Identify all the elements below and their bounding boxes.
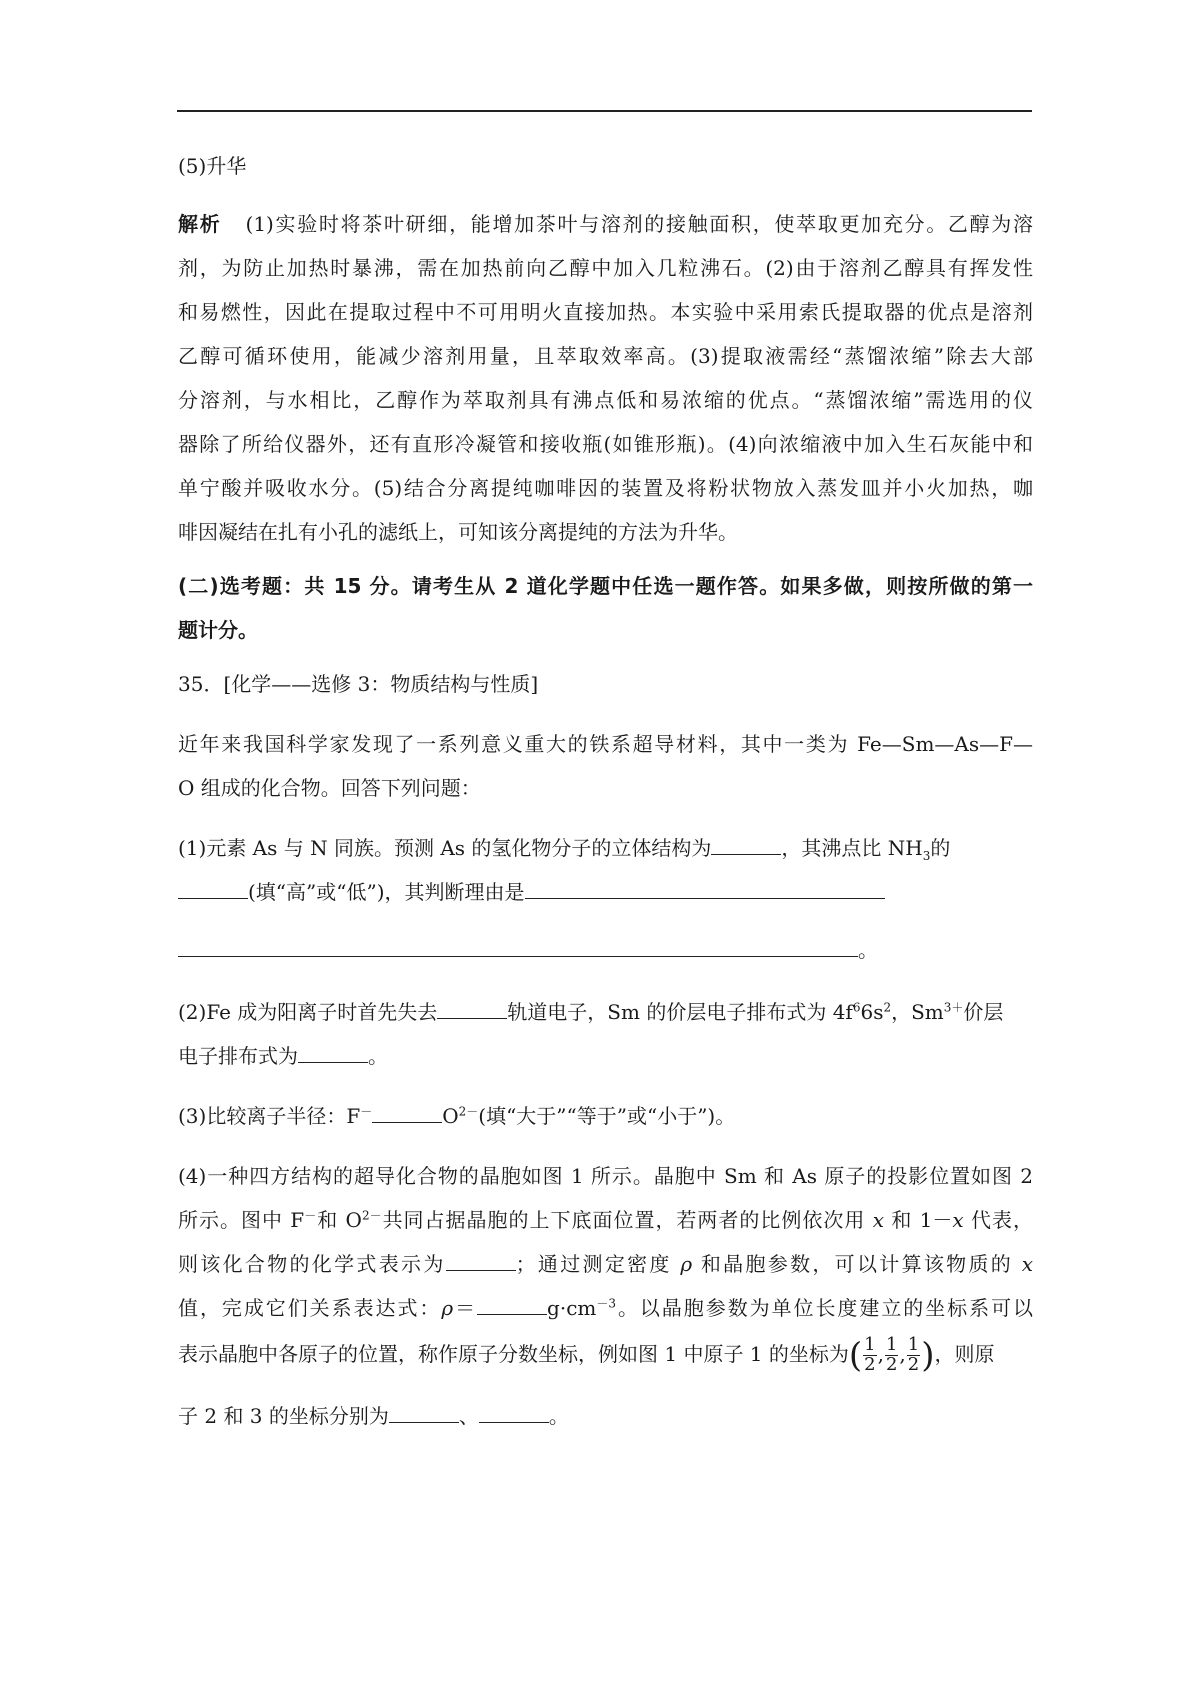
analysis-label: 解析: [178, 212, 222, 236]
q35-part4: 表示晶胞中各原子的位置，称作原子分数坐标，例如图 1 中原子 1 的坐标为( $\frac{1}{2}$ , $\frac{1}{2}$ , $\frac{1}{2}$ )，则原: [178, 1334, 995, 1376]
q35-part1: (填“高”或“低”)，其判断理由是: [178, 876, 885, 905]
answer-blank[interactable]: [372, 1106, 442, 1123]
fraction: $\frac{1}{2}$: [885, 1334, 898, 1375]
answer-blank[interactable]: [525, 882, 885, 899]
q35-part2: 电子排布式为 。: [178, 1044, 388, 1068]
answer-blank[interactable]: [298, 1046, 368, 1063]
q35-part4: (4)一种四方结构的超导化合物的晶胞如图 1 所示。晶胞中 Sm 和 As 原子的投影位置如图 2: [178, 1164, 1033, 1188]
open-paren: (: [848, 1335, 863, 1376]
question-35-title: 35．[化学——选修 3：物质结构与性质]: [178, 672, 539, 696]
q35-part3: (3)比较离子半径：F－ $O^{2-}$(填“大于”“等于”或“小于”)。: [178, 1104, 736, 1128]
answer-blank[interactable]: [178, 882, 248, 899]
fraction: $\frac{1}{2}$: [907, 1334, 920, 1375]
close-paren: ): [921, 1335, 935, 1376]
analysis-line: 和易燃性，因此在提取过程中不可用明火直接加热。本实验中采用索氏提取器的优点是溶剂: [178, 300, 1033, 324]
answer-blank[interactable]: [479, 1406, 549, 1423]
answer-blank[interactable]: [446, 1254, 516, 1271]
q35-part4: 子 2 和 3 的坐标分别为 、 。: [178, 1404, 569, 1428]
answer-5: (5)升华: [178, 154, 247, 178]
q35-part1: 。: [178, 934, 878, 963]
answer-blank[interactable]: [477, 1298, 547, 1315]
fraction: $\frac{1}{2}$: [864, 1334, 876, 1375]
analysis-line: 乙醇可循环使用，能减少溶剂用量，且萃取效率高。(3)提取液需经“蒸馏浓缩”除去大部: [178, 344, 1033, 368]
q35-part4: 则该化合物的化学式表示为 ；通过测定密度 ρ 和晶胞参数，可以计算该物质的 x: [178, 1252, 1034, 1276]
analysis-line: 解析 (1)实验时将茶叶研细，能增加茶叶与溶剂的接触面积，使萃取更加充分。乙醇为溶: [178, 212, 1033, 236]
analysis-line: 剂，为防止加热时暴沸，需在加热前向乙醇中加入几粒沸石。(2)由于溶剂乙醇具有挥发性: [178, 256, 1033, 280]
analysis-line: 单宁酸并吸收水分。(5)结合分离提纯咖啡因的装置及将粉状物放入蒸发皿并小火加热，咖: [178, 476, 1033, 500]
answer-blank[interactable]: [711, 838, 781, 855]
analysis-line: 啡因凝结在扎有小孔的滤纸上，可知该分离提纯的方法为升华。: [178, 520, 738, 544]
section2-line: 题计分。: [178, 618, 258, 642]
answer-blank[interactable]: [178, 940, 858, 957]
q35-part4: 所示。图中 F－和 $O^{2-}$共同占据晶胞的上下底面位置，若两者的比例依次用 x 和 1－x 代表，: [178, 1208, 1034, 1232]
section2-line: (二)选考题：共 15 分。请考生从 2 道化学题中任选一题作答。如果多做，则按所做的第一: [178, 574, 1033, 598]
question-35-intro: 近年来我国科学家发现了一系列意义重大的铁系超导材料，其中一类为 Fe—Sm—As—F—: [178, 732, 1033, 756]
answer-blank[interactable]: [389, 1406, 459, 1423]
q35-part1: (1)元素 As 与 N 同族。预测 As 的氢化物分子的立体结构为 ，其沸点比 $NH_3$的: [178, 836, 951, 863]
answer-blank[interactable]: [437, 1002, 507, 1019]
q35-part2: (2)Fe 成为阳离子时首先失去 轨道电子，Sm 的价层电子排布式为 $4f^66s^2$，$Sm^{3+}$价层: [178, 1000, 1004, 1024]
header-rule: [177, 110, 1032, 112]
analysis-line: 分溶剂，与水相比，乙醇作为萃取剂具有沸点低和易浓缩的优点。“蒸馏浓缩”需选用的仪: [178, 388, 1033, 412]
analysis-line: 器除了所给仪器外，还有直形冷凝管和接收瓶(如锥形瓶)。(4)向浓缩液中加入生石灰能中和: [178, 432, 1033, 456]
question-35-intro: O 组成的化合物。回答下列问题：: [178, 776, 481, 800]
q35-part4: 值，完成它们关系表达式：$\rho= g\cdot cm^{-3}$。以晶胞参数为单位长度建立的坐标系可以: [178, 1296, 1034, 1320]
